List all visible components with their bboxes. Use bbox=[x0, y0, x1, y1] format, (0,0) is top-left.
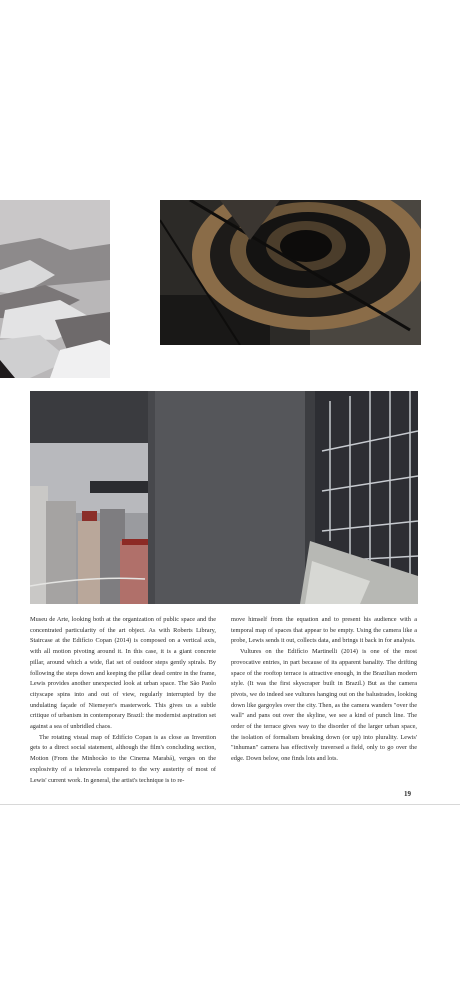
body-column-left bbox=[30, 615, 216, 786]
snowy-rooftops-photo bbox=[0, 200, 110, 378]
concrete-tower-view-photo bbox=[30, 391, 418, 604]
body-column-right bbox=[231, 615, 417, 765]
paragraph: Museu de Arte, looking both at the organization of public space and the concentrated particularity of the art object. As with Roberts Library, Staircase at the Edifício Copan (2014) is composed on a vertical axis, with all motion pivoting around it. In this case, it is a giant concrete pillar, around which a wide, flat set of outdoor steps gently spirals. By following the steps down and keeping the pillar dead centre in the frame, Lewis provides another unexpected look at urban space. The São Paolo cityscape spins into and out of view, regularly interrupted by the undulating façade of Niemeyer's masterwork. This gives us a subtle critique of urbanism in contemporary Brazil: the modernist aspiration set against a sea of unbridled chaos. bbox=[30, 616, 216, 731]
paragraph: Vultures on the Edifício Martinelli (2014) is one of the most provocative entries, in part because of its apparent banality. The drifting space of the rooftop terrace is attractive enough, in the Brazilian modern style. (It was the first skyscraper built in Brazil.) But as the camera pivots, we do indeed see vultures hanging out on the balustrades, looking down like gargoyles over the city. Then, as the camera wanders "over the wall" and pans out over the skyline, we see a kind of punch line. The order of the terrace gives way to the disorder of the larger urban space, the isolation of formalism breaking down (or up) into plurality. Lewis' "inhuman" camera has effectively traversed a field, only to go over the edge. Down below, one finds lots and lots. bbox=[231, 648, 417, 763]
paragraph: The rotating visual map of Edifício Copan is as close as Invention gets to a direct social statement, although the film's concluding section, Motion (From the Minhocão to the Cinema Marabá), verges on the explosivity of a telenovela compared to the wry austerity of most of Lewis' current work. In general, the artist's technique is to re- bbox=[30, 733, 216, 784]
page-number: 19 bbox=[404, 790, 411, 798]
spiral-staircase-photo bbox=[160, 200, 421, 345]
paragraph: move himself from the equation and to present his audience with a temporal map of spaces that appear to be empty. Using the camera like a probe, Lewis sends it out, collects data, and brings it back in for analysis. bbox=[231, 616, 417, 645]
page-bottom-divider bbox=[0, 804, 460, 805]
